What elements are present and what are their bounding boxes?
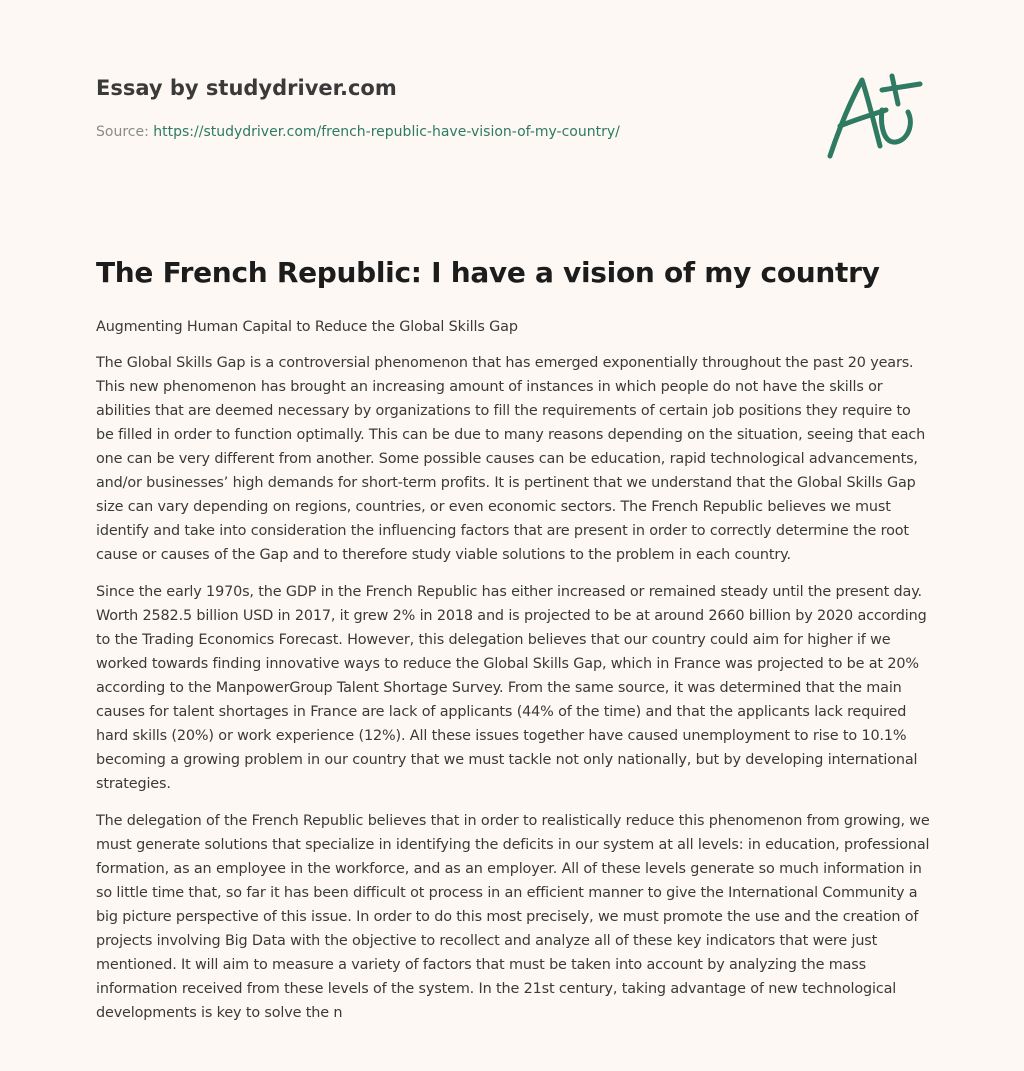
brand-title: Essay by studydriver.com [96, 76, 397, 100]
a-plus-logo-icon [822, 68, 932, 166]
paragraph: The delegation of the French Republic believes that in order to realistically reduce this phenomenon from growing, we must generate solutions that specialize in identifying the deficits in our system at all levels: in education, professional formation, as an employee in the workforce, and as an employer. All of these levels generate so much information in so little time that, so far it has been difficult ot process in an efficient manner to give the International Community a big picture perspective of this issue. In order to do this most precisely, we must promote the use and the creation of projects involving Big Data with the objective to recollect and analyze all of these key indicators that were just mentioned. It will aim to measure a variety of factors that must be taken into account by analyzing the mass information received from these levels of the system. In the 21st century, taking advantage of new technological developments is key to solve the n [96, 813, 930, 1021]
source-line [96, 124, 620, 140]
source-label: Source: [96, 124, 154, 140]
page-title: The French Republic: I have a vision of my country [96, 256, 880, 289]
paragraph: The Global Skills Gap is a controversial phenomenon that has emerged exponentially throughout the past 20 years. This new phenomenon has brought an increasing amount of instances in which people do not have the skills or abilities that are deemed necessary by organizations to fill the requirements of certain job positions they require to be filled in order to function optimally. This can be due to many reasons depending on the situation, seeing that each one can be very different from another. Some possible causes can be education, rapid technological advancements, and/or businesses’ high demands for short-term profits. It is pertinent that we understand that the Global Skills Gap size can vary depending on regions, countries, or even economic sectors. The French Republic believes we must identify and take into consideration the influencing factors that are present in order to correctly determine the root cause or causes of the Gap and to therefore study viable solutions to the problem in each country. [96, 355, 926, 563]
page-header [96, 72, 936, 172]
paragraph: Since the early 1970s, the GDP in the French Republic has either increased or remained steady until the present day. Worth 2582.5 billion USD in 2017, it grew 2% in 2018 and is projected to be at around 2660 billion by 2020 according to the Trading Economics Forecast. However, this delegation believes that our country could aim for higher if we worked towards finding innovative ways to reduce the Global Skills Gap, which in France was projected to be at 20% according to the ManpowerGroup Talent Shortage Survey. From the same source, it was determined that the main causes for talent shortages in France are lack of applicants (44% of the time) and that the applicants lack required hard skills (20%) or work experience (12%). All these issues together have caused unemployment to rise to 10.1% becoming a growing problem in our country that we must tackle not only nationally, but by developing international strategies. [96, 584, 927, 792]
logo-strokes [830, 76, 920, 156]
article-subtitle: Augmenting Human Capital to Reduce the Global Skills Gap [96, 319, 518, 335]
article-body [96, 315, 932, 1057]
source-link[interactable]: https://studydriver.com/french-republic-have-vision-of-my-country/ [153, 124, 620, 140]
